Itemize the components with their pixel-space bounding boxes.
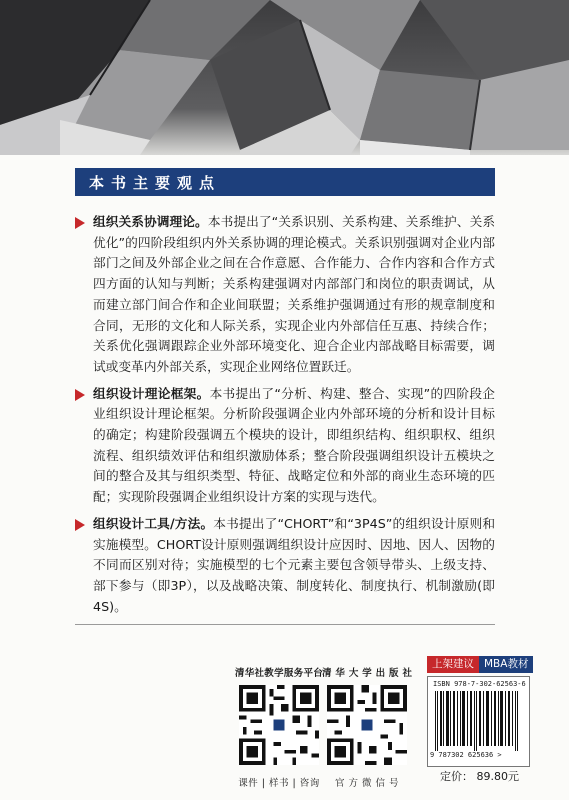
qr-teaching-platform	[234, 665, 324, 789]
qr-caption: 课件 | 样书 | 咨询	[238, 778, 320, 789]
shelf-category: 上架建议	[427, 656, 479, 673]
red-triangle-bullet-icon	[75, 519, 85, 531]
point-relationship-coordination	[73, 212, 495, 378]
point-body: 本书提出了“分析、构建、整合、实现”的四阶段企业组织设计理论框架。分析阶段强调企业内外部环境的分析和设计目标的确定；构建阶段强调五个模块的设计，即组织结构、组织职权、组织流程、组织绩效评估和组织激励体系；整合阶段强调组织设计五模块之间的整合及其与组织类型、特征、战略定位和外部的商业生态环境的匹配；实现阶段强调企业组织设计方案的实现与迭代。	[93, 385, 495, 505]
qr-caption: 官 方 微 信 号	[334, 778, 400, 789]
point-design-tools	[73, 514, 495, 618]
point-lead: 组织设计理论框架。	[93, 385, 210, 401]
price: 定价： 89.80元	[440, 770, 519, 783]
qr-code-icon[interactable]	[239, 685, 319, 765]
point-lead: 组织设计工具/方法。	[93, 515, 214, 531]
section-title: 本书主要观点	[89, 174, 222, 192]
qr-label: 清华社教学服务平台	[234, 668, 324, 679]
qr-label: 清 华 大 学 出 版 社	[322, 668, 413, 679]
isbn-barcode-box	[427, 676, 530, 767]
section-header-band	[75, 168, 495, 196]
red-triangle-bullet-icon	[75, 217, 85, 229]
point-text	[93, 384, 495, 508]
point-body: 本书提出了“CHORT”和“3P4S”的组织设计原则和实施模型。CHORT设计原则强调组织设计应因时、因地、因人、因物的不同而区别对待；实施模型的七个元素主要包含领导带头、上级支持、部下参与（即3P），以及战略决策、制度转化、制度执行、机制激励(即4S)。	[93, 515, 496, 614]
point-lead: 组织关系协调理论。	[93, 214, 208, 229]
main-points	[73, 212, 495, 623]
qr-code-icon[interactable]	[327, 685, 407, 765]
point-body: 本书提出了“关系识别、关系构建、关系维护、关系优化”的四阶段组织内外关系协调的理论模式。关系识别强调对企业内部部门之间及外部企业之间在合作意愿、合作能力、合作内容和合作方式四方面的认知与判断；关系构建强调对内部部门和岗位的职责调试，从而建立部门间合作和企业间联盟；关系维护强调通过有形的规章制度和合同，无形的文化和人际关系，实现企业内外部信任互惠、持续合作；关系优化强调跟踪企业外部环境变化、迎合企业内部战略目标需要，调试或变革内外部关系，实现企业网络位置跃迁。	[93, 214, 496, 374]
shelf-subject: MBA教材	[479, 656, 533, 673]
cover-art-image	[0, 0, 569, 155]
divider-line	[75, 624, 495, 625]
red-triangle-bullet-icon	[75, 389, 85, 401]
point-text	[93, 514, 495, 618]
shelf-label	[427, 656, 533, 673]
barcode-icon	[433, 691, 523, 751]
point-text	[93, 212, 495, 378]
point-design-framework	[73, 384, 495, 508]
qr-publisher-wechat	[322, 665, 412, 789]
barcode-digits: 9 787302 625636 >	[430, 751, 502, 759]
isbn-number: ISBN 978-7-302-62563-6	[433, 680, 526, 688]
